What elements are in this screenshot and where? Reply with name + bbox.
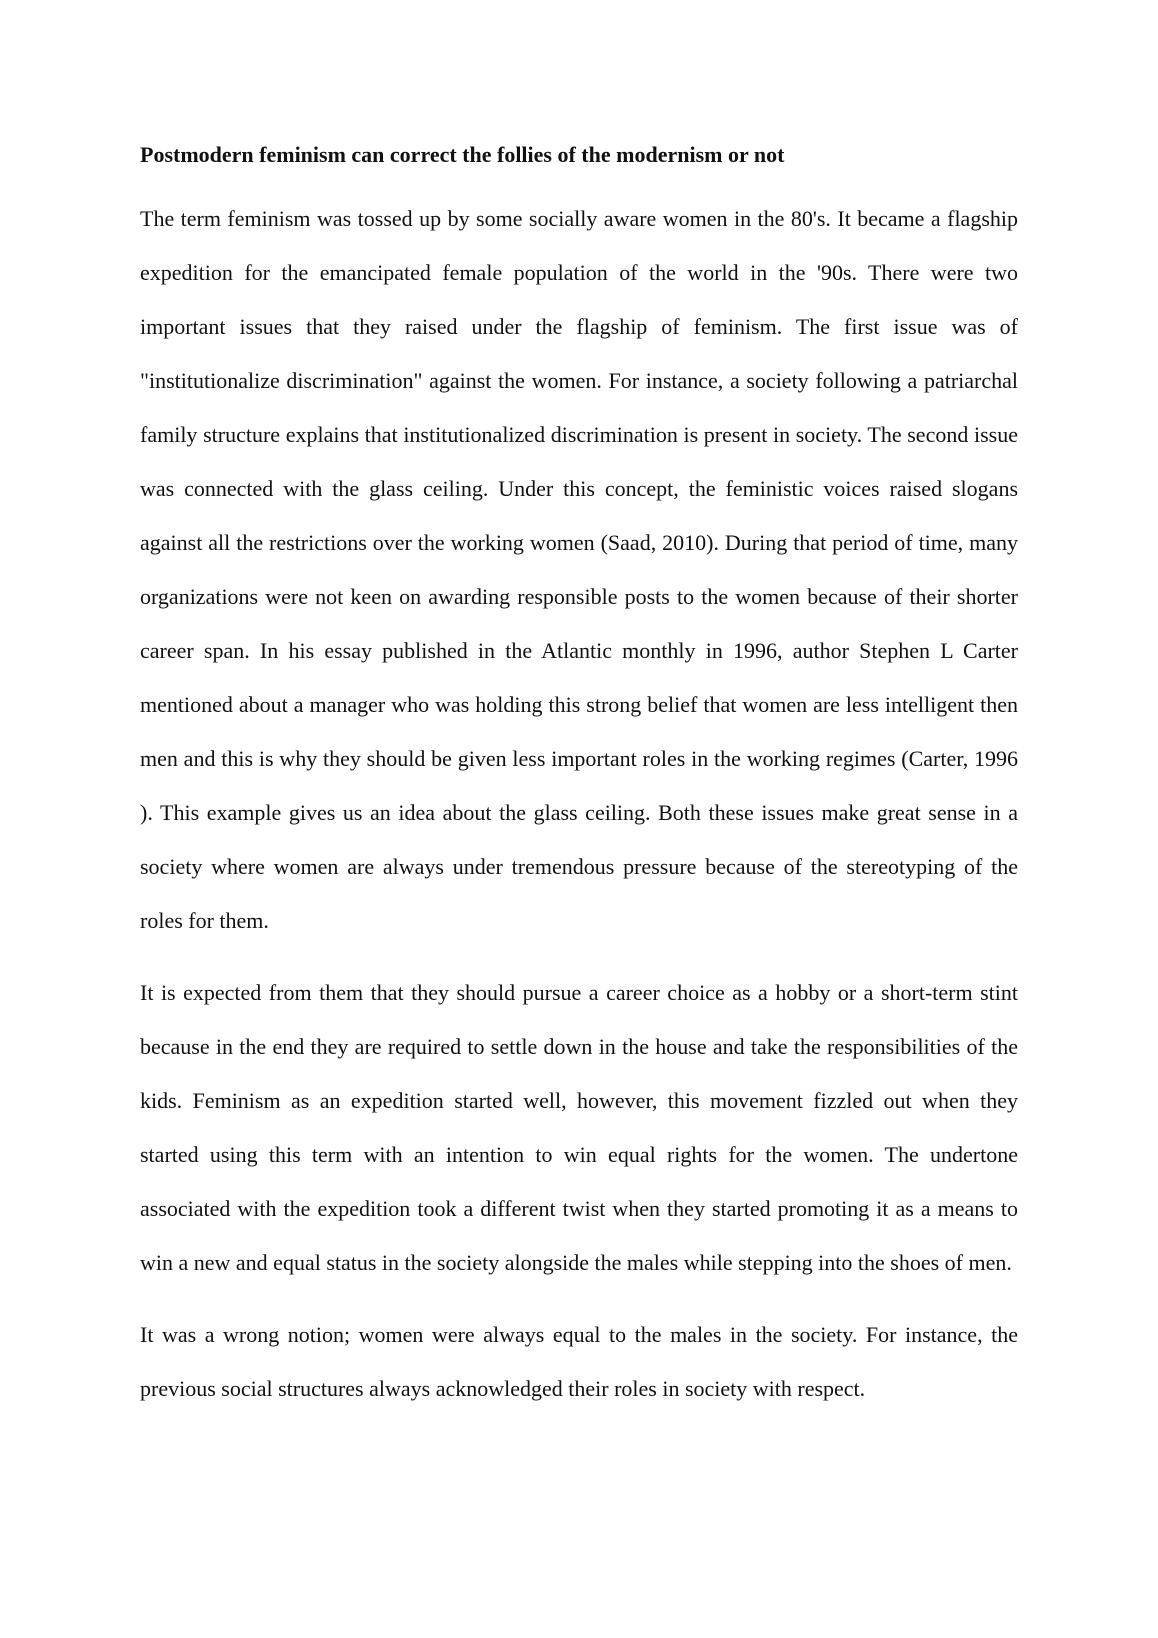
document-title: Postmodern feminism can correct the follies of the modernism or not (140, 142, 785, 167)
document-body (140, 136, 1018, 1416)
paragraph-3: It was a wrong notion; women were always equal to the males in the society. For instance, the previous social structures always acknowledged their roles in society with respect. (140, 1322, 1018, 1401)
paragraph-1: The term feminism was tossed up by some socially aware women in the 80's. It became a flagship expedition for the emancipated female population of the world in the '90s. There were two important issues that they raised under the flagship of feminism. The first issue was of "institutionalize discrimination" against the women. For instance, a society following a patriarchal family structure explains that institutionalized discrimination is present in society. The second issue was connected with the glass ceiling. Under this concept, the feministic voices raised slogans against all the restrictions over the working women (Saad, 2010). During that period of time, many organizations were not keen on awarding responsible posts to the women because of their shorter career span. In his essay published in the Atlantic monthly in 1996, author Stephen L Carter mentioned about a manager who was holding this strong belief that women are less intelligent then men and this is why they should be given less important roles in the working regimes (Carter, 1996 ). This example gives us an idea about the glass ceiling. Both these issues make great sense in a society where women are always under tremendous pressure because of the stereotyping of the roles for them. (140, 206, 1018, 933)
paragraph-2: It is expected from them that they should pursue a career choice as a hobby or a short-term stint because in the end they are required to settle down in the house and take the responsibilities of the kids. Feminism as an expedition started well, however, this movement fizzled out when they started using this term with an intention to win equal rights for the women. The undertone associated with the expedition took a different twist when they started promoting it as a means to win a new and equal status in the society alongside the males while stepping into the shoes of men. (140, 980, 1018, 1275)
